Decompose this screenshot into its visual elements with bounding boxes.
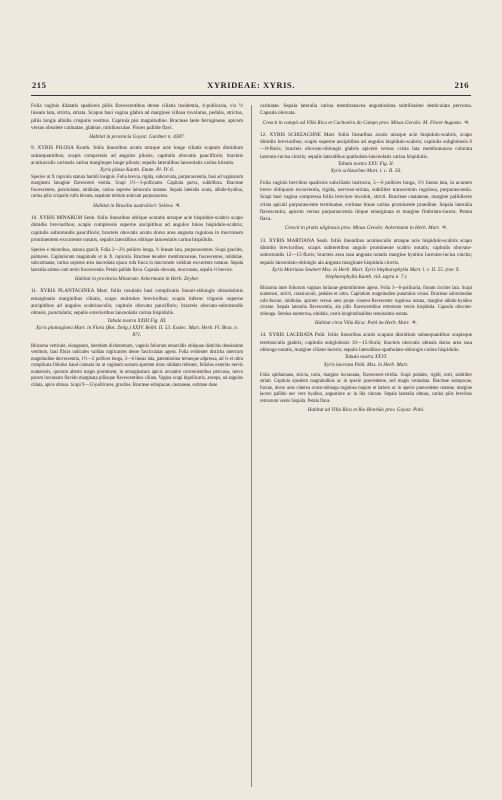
plate-reference: Tabula nostra XXVI. xyxy=(344,354,388,361)
plate-reference: Tabula nostra XXIII Fig. III. xyxy=(107,317,167,324)
description-paragraph: Species ut X rupicola statura humili insignis. Folia brevia, rigida, subcurvata, purpurascentia, basi ad vaginarum marginem lanugine flavescenti vestita. Scapi 1½—3-pollicares. Capitula parva, subbiflora. Bracteae fuscescentes, punctulatae, nitidulae, carina superne latiuscula notatae. Sepala lateralia acuta, albido-hyalina, carina pilis crispulis rufis hirsuta, sepalum tertium anticum purpurascens. xyxy=(31,174,243,200)
habitat-line: Crescit in pratis uliginosis prov. Minas Geraës: Ackermann in Herb. Mart. ♃. xyxy=(284,225,448,232)
description-paragraph: Species e minoribus, statura gracili. Folia 2—2¼ pollices longa, ½ lineam lata, purpurascentes. Scapi graciles, palmares. Capitulorum magnitudo ut in X. rupicola. Bracteae tenuiter membranaceae, fuscescentes, nitidulae, subcarinatae, carina superne area lanceolata opaca rufa fusca in mucronem validum excurrente notatae. Sepala lateralia subtus cum tertio fuscescentia. Petala pallide flava. Capsula obovata, mucronata, sepalis ⅓ brevior. xyxy=(31,248,243,273)
column-divider xyxy=(251,105,252,787)
habitat-line: Crescit in campis ad Villa Rica et Cachoeira do Campo prov. Minas Geraës: M. Floret Augusto. ♃. xyxy=(262,119,470,126)
synonym-line: Xyris schizachne Mart. l. c. II. 56. xyxy=(330,168,402,175)
species-diagnosis-schizachne: 12. XYRIS SCHIZACHNE Mart. foliis linearibus acutis utraque acie hispidulo-scabris, scapo dimidio brevioribus; scapis superne ancipitibus ad angulos hispidulo-scabris; capitulis subglobosis 6—8-floris; bracteis obovato-oblongis glabris apicem versus crista lata membranacea colorata lacerato-incisa cinctis; sepalis lateralibus spathulato-lanceolatis carina hispidulis. xyxy=(260,131,472,160)
habitat-line: Habitat in provincia Minarum: Ackermann in Herb. Zeyher. xyxy=(74,276,200,283)
running-head xyxy=(31,80,471,92)
page-number-right: 216 xyxy=(454,80,469,90)
species-diagnosis-pilosa: 9. XYRIS PILOSA Kunth. foliis linearibus acutis utraque acie longe ciliatis scapum dimidium subaequantibus; scapis compressis ad angulos pilosis; capitulis obovatis paucifloris; bracteis acutiusculis carinatis carina marginque longe pilosis; sepalis lateralibus lanceolatis carina hirsutis. xyxy=(31,145,243,167)
habitat-line: Habitat in provincia Goyaz: Gardner n. 4387. xyxy=(89,134,185,141)
species-diagnosis-martiana: 13. XYRIS MARTIANA Seub. foliis linearibus acutiusculis utraque acie hispidulo-scabris scapo dimidio brevioribus; scapis subteretibus angulo prominente scabro notatis; capitulis obovato-subrotundis 12—15-floris; bracteis area rasa angusta notatis margine hyalino lacerato-incisa cinctis; sepalis lanceolato-oblongis ala angusta marginate hispidula cinctis. xyxy=(260,237,472,266)
description-paragraph: Rhizoma inter foliorum vaginas lurianae gemmiformes agens. Folia 3—6-pollicaria, fissum circiter lata. Scapi numerosi, stricti, crassiusculi, pedales et ultra. Capitulum magnitudine putaminis cerasi. Bracteae subrotundae rufo-fuscae, nitidulae, apicem versus area prope cinereo-flavescente rugulosa notata, margine albido-hyalino cinctae. Sepala lateralia flavescentia, ala pilis flavescentibus retrorsum versis hispidula. Capsula obovato-oblonga. Semina numerosa, nitidula, costis longitudinalibus tenuissimis notata. xyxy=(260,285,472,317)
habitat-line: Habitat in Brasilia australiori: Sellow. ♃. xyxy=(93,202,181,209)
description-paragraph: Folia spithamaea, stricta, torta, margine incrassata, flavescenti-viridia. Scapi pedales, rigidi, torti, subtiliter striati. Capitula ejusdem magnitudinis ac in specie praecedente, sed magis rotundata. Bracteae subopacae, fuscae, dorso area cinerea ovato-oblonga rugulosa majore et latiore ac in specie praecedente notatae, margine lacero pallido nec vere hyalino, angustiore ac in illa cinctae. Sepala lateralia obtusa, carina pilis brevibus retrorsum versis hispida. Petala flava. xyxy=(260,372,472,404)
synonym-line: Xyris pilosa Kunth. Enum. Pl. IV. 6. xyxy=(99,167,175,174)
right-column xyxy=(260,103,472,415)
habitat-line: Habitat ad Villa Rica et Rio Rinchão prov. Goyaz: Pohl. xyxy=(307,407,425,414)
description-paragraph: carinatae. Sepala lateralia carina membranacea angustissima subtilissime denticulata percursa. Capsula obovata. xyxy=(260,103,472,117)
synonym-line: Xyris Martiana Seubert Mss. in Herb. Mart. Xyris blepharophylla Mart. l. c. II. 55. (nec X. blepharophylla Kunth. vid. supra n. 7.) xyxy=(271,266,461,281)
plate-reference: Tabula nostra XXV. Fig. II. xyxy=(337,161,395,168)
left-column xyxy=(31,103,243,389)
header-rule xyxy=(31,95,471,96)
running-title: XYRIDEAE: XYRIS. xyxy=(207,80,295,90)
description-paragraph: Rhizoma verticale, elongatum, interdum dichotomum, vaginis foliorum emarcidis obliquae distichis densissime vestitum, basi fibras radicales validas nigricantes dense fasciculatas agens. Folia evidenter disticha intercum magnitudine decrescentia, 1½—2 pollices longa, 3—6 lineas lata, patentissima terraeque adpressa, ad ¼ et ultra complicata foliolus haud connata ita ut vaginam sursum apertam intus nitidam referant, foliolus externis nervis numerosis, quorum alterni magis prominent, in emarginatura apicis arcuatim convenientibus percursa, nervo parum incrassato flavido marginata piliisque flavescentibus ciliata. Vagina scapi bipollicaris, anceps, ad angulos ciliata, apice obtusa. Scapi 9—12-pollicares, graciles. Bracteae subopacae, castaneae, extimae duae xyxy=(31,343,243,388)
habitat-line: Habitat circa Villa Rica: Pohl im Herb. Mart. ♃. xyxy=(314,320,418,327)
species-diagnosis-lacerata: 14. XYRIS LACERATA Pohl. foliis linearibus acutis scapum dimidium subaequantibus scapisque teretiusculis glabris; capitulis subglobosis 10—15-floris; bracteis obovatis obtusis dorso area rasa oblonga notatis, margine ciliato-laceris; sepalis lateralibus spathulato-oblongis carina hispidulis. xyxy=(260,332,472,353)
description-paragraph: Folia vaginis dilatatis spadiceis piliis flavescentibus dense ciliatis insidentia, 4-pollicaria, vix ½ lineam lata, stricta, striata. Scapus basi vagina glabra ad margines villosa involutus, pedalis, strictus, piliis longis albidis crispulis vestitus. Capitula pisi magnitudine. Bracteae laete ferrugineae, apicem versus obsolete carinatae, glabrae, nitidiusculae. Flores pallide flavi. xyxy=(31,103,243,131)
description-paragraph: Folia vaginis brevibus spadiceis subciliatis instructa, 5—6 pollices longa, 1½ lineas lata, in acumen breve obliquum excurrentia, rigida, nervoso-striata, subtiliter transversim rugulosa, purpurascentia. Scapi basi vagina compressa foliis breviore involuti, stricti. Bracteae castaneae, margine pallidiores crista apicali purpurascente terminatae, extimae binae carina prominente praeditae. Sepala lateralia flavescentia, apicem versus purpurascentia ibique emarginata et margine fimbriato-lacera. Petala flava. xyxy=(260,179,472,223)
synonym-line: Xyris lacerata Pohl. Mss. in Herb. Mart. xyxy=(323,361,409,368)
page-number-left: 215 xyxy=(32,80,47,90)
synonym-line: Xyris plantaginea Mart. in Flora (Bot. Zeitg.) XXIV. Beibl. II. 53. Esslec. Mart. Herb. Fl. Bras. n. 871. xyxy=(35,324,239,339)
species-diagnosis-minarum: 10. XYRIS MINARUM Seub. foliis linearibus oblique acutatis utraque acie hispidulo-scabris scapo dimidio brevioribus; scapis compressis superne ancipitibus ad angulos binos hispidulo-scabris; capitulis subrotundis paucifloris; bracteis obovatis acutis dorso area angusta rugulosa in mucronem prominentem excurrente notatis, sepalis lateralibus oblique lanceolatis carina hispidulis. xyxy=(31,214,243,243)
species-diagnosis-plantaginea: 11. XYRIS PLANTAGINEA Mart. foliis rosulatis basi complicatis lineari-oblongis obtusissimis emarginatis marginibus ciliatis, scapo multoties brevioribus; scapis infernc trigonis superne ancipitibus ad angulos scabriusculis; capitulo obovato paucifloro; bracteis obovato-subrotundis obtusis, punctulatis; sepalis exterioribus lanceolatis carina hispidulis. xyxy=(31,288,243,317)
